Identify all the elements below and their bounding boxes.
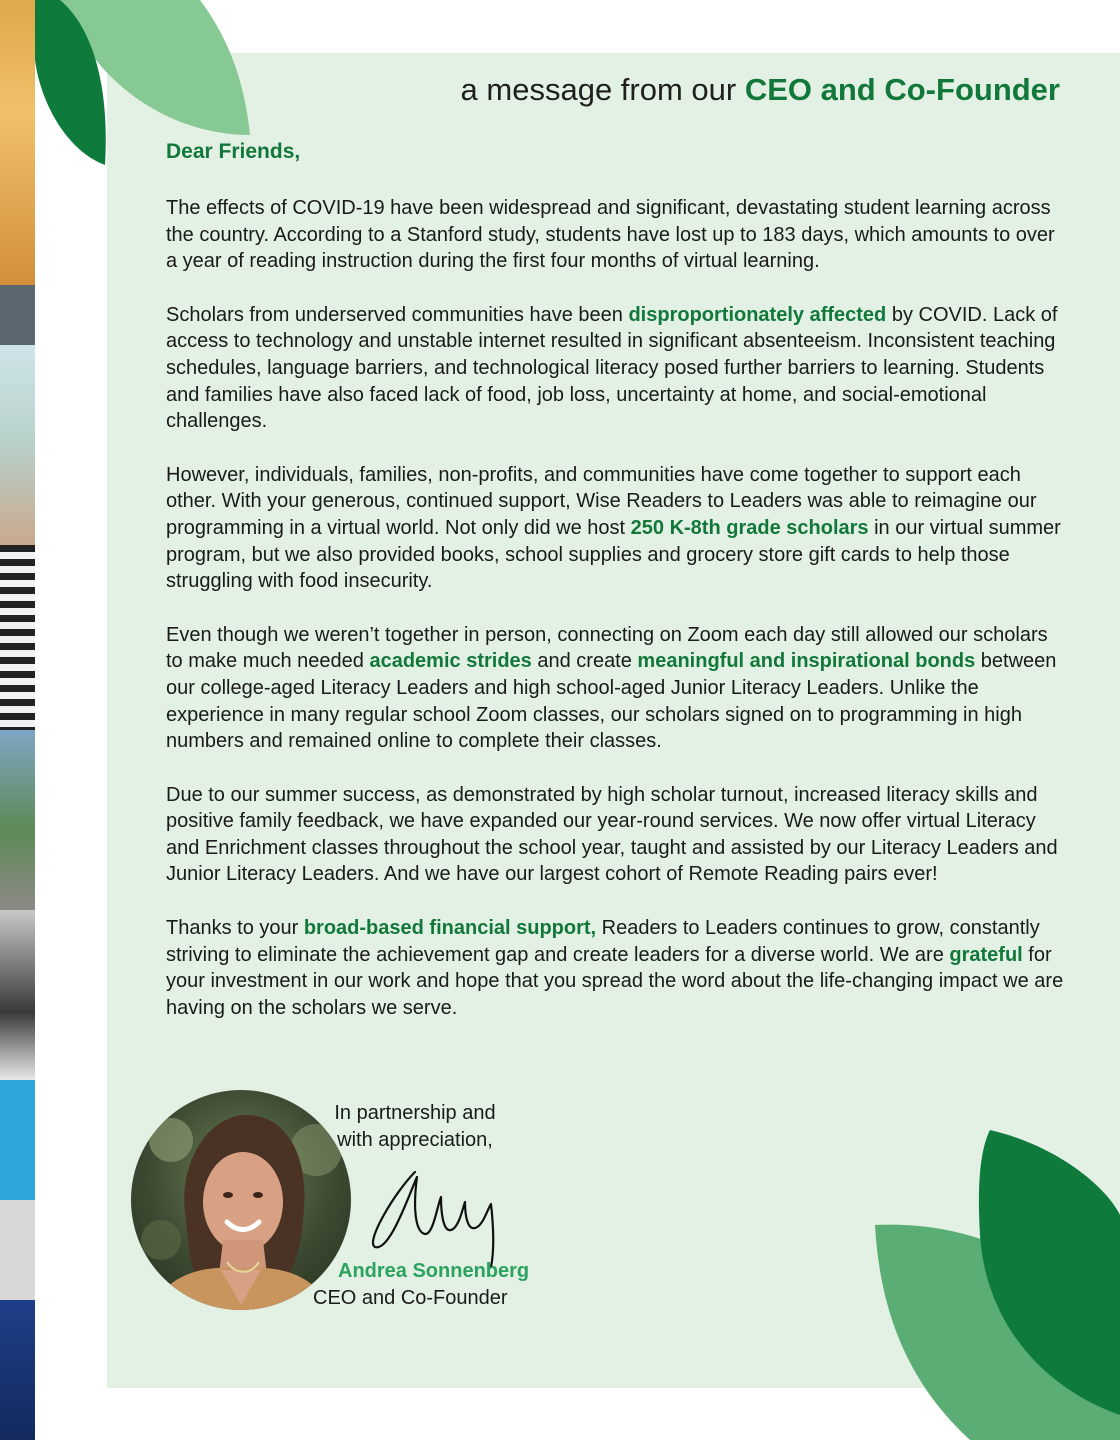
leaf-decoration-top-dark (35, 0, 115, 170)
paragraph-text: Even though we weren’t together in person, connecting on Zoom each day still allowed our scholars to make much needed (166, 623, 1048, 673)
paragraph-text: Scholars from underserved communities have been (166, 303, 629, 326)
paragraph-text: The effects of COVID-19 have been widespread and significant, devastating student learning across the country. According to a Stanford study, students have lost up to 183 days, which amounts to over a year of reading instruction during the first four months of virtual learning. (166, 197, 1055, 273)
letter-body (166, 195, 1066, 1048)
paragraph-text: by COVID. Lack of access to technology and unstable internet resulted in significant absenteeism. Inconsistent teaching schedules, language barriers, and technological literacy posed further barriers to learning. Students and families have also faced lack of food, job loss, uncertainty at home, and social-emotional challenges. (166, 303, 1058, 433)
paragraph-text: for your investment in our work and hope that you spread the word about the life-changing impact we are having on the scholars we serve. (166, 943, 1064, 1019)
closing-line-1: In partnership and (334, 1102, 496, 1124)
highlight-text: grateful (949, 943, 1023, 966)
photo-collage-strip (0, 0, 35, 1440)
paragraph-text: Readers to Leaders continues to grow, constantly striving to eliminate the achievement gap and create leaders for a diverse world. We are (166, 917, 1040, 966)
paragraph-text: between our college-aged Literacy Leaders and high school-aged Junior Literacy Leaders. Unlike the experience in many regular school Zoom classes, our scholars signed on to programming in high numbers and remained online to complete their classes. (166, 650, 1057, 753)
leaf-decoration-bottom-dark (975, 1125, 1120, 1420)
letter-paragraph (166, 195, 1066, 275)
title-prefix: a message from our (460, 72, 737, 107)
paragraph-text: and create (531, 650, 638, 673)
page-title (461, 72, 1060, 108)
highlight-text: meaningful and inspirational bonds (637, 650, 976, 673)
paragraph-text: in our virtual summer program, but we also provided books, school supplies and grocery store gift cards to help those struggling with food insecurity. (166, 516, 1061, 593)
highlight-text: disproportionately affected (628, 303, 887, 326)
paragraph-text: However, individuals, families, non-profits, and communities have come together to support each other. With your generous, continued support, Wise Readers to Leaders was able to reimagine our programming in a virtual world. Not only did we host (166, 463, 1037, 539)
highlight-text: broad-based financial support, (303, 917, 597, 940)
letter-paragraph (166, 915, 1066, 1021)
signature-scribble-icon (355, 1152, 515, 1272)
letter-paragraph (166, 302, 1066, 435)
letter-paragraph (166, 782, 1066, 888)
paragraph-text: Thanks to your (166, 917, 304, 940)
highlight-text: academic strides (369, 650, 532, 673)
signer-title: CEO and Co-Founder (313, 1287, 508, 1309)
title-accent: CEO and Co-Founder (744, 72, 1060, 107)
highlight-text: 250 K-8th grade scholars (630, 516, 869, 539)
closing-text (300, 1100, 530, 1154)
signer-name: Andrea Sonnenberg (338, 1260, 530, 1282)
letter-paragraph (166, 462, 1066, 595)
letter-paragraph (166, 622, 1066, 755)
greeting: Dear Friends, (166, 140, 301, 163)
closing-line-2: with appreciation, (337, 1129, 493, 1151)
paragraph-text: Due to our summer success, as demonstrated by high scholar turnout, increased literacy skills and positive family feedback, we have expanded our year-round services. We now offer virtual Literacy and Enrichment classes throughout the school year, taught and assisted by our Literacy Leaders and Junior Literacy Leaders. And we have our largest cohort of Remote Reading pairs ever! (166, 783, 1058, 886)
